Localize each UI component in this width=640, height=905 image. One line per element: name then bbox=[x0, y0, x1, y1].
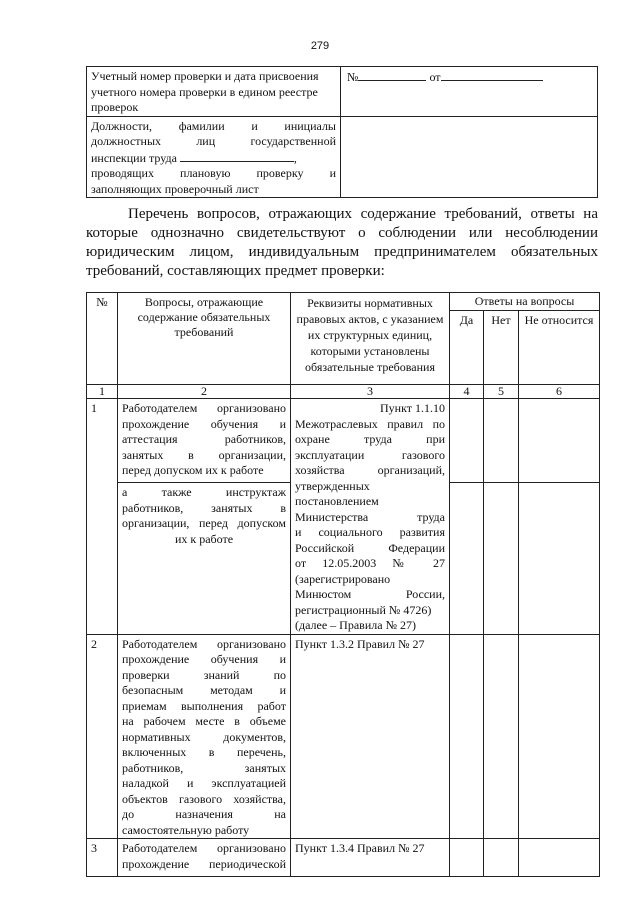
officials-line: должностных лиц государственной bbox=[91, 134, 336, 148]
officials-label-cell bbox=[87, 116, 341, 198]
column-number: 4 bbox=[450, 385, 484, 399]
column-number: 2 bbox=[118, 385, 291, 399]
answer-no-cell[interactable] bbox=[484, 634, 519, 839]
officials-line: инспекции труда bbox=[91, 150, 177, 165]
question-line: на рабочем месте в объеме bbox=[122, 714, 286, 728]
row-number: 3 bbox=[87, 839, 118, 877]
answer-yes-cell[interactable] bbox=[450, 634, 484, 839]
officials-value-cell[interactable] bbox=[341, 116, 598, 198]
requisite-line: утвержденных bbox=[295, 478, 370, 493]
inspection-number-label: Учетный номер проверки и дата присвоения учетного номера проверки в едином реестре проверок bbox=[91, 69, 319, 114]
answer-yes-cell[interactable] bbox=[450, 483, 484, 634]
requisite-line: Министерства труда bbox=[295, 509, 445, 524]
question-line: до назначения на bbox=[122, 807, 286, 821]
question-cell bbox=[118, 483, 291, 634]
requisite-line: хозяйства организаций, bbox=[295, 463, 445, 477]
question-line: нормативных документов, bbox=[122, 729, 286, 744]
question-line: а также инструктаж bbox=[122, 485, 286, 500]
inspection-name-field[interactable] bbox=[180, 150, 294, 162]
header-num: № bbox=[87, 293, 118, 385]
question-line: приемам выполнения работ bbox=[122, 698, 286, 713]
inspection-date-field[interactable] bbox=[441, 69, 543, 81]
question-cell bbox=[118, 839, 291, 877]
number-sign: № bbox=[347, 70, 359, 84]
requisite-line: и социального развития bbox=[295, 525, 445, 539]
question-cell bbox=[118, 634, 291, 839]
header-no: Нет bbox=[484, 311, 519, 385]
comma: , bbox=[293, 150, 297, 165]
requisite-line: Пункт 1.1.10 bbox=[379, 401, 445, 415]
header-answers: Ответы на вопросы bbox=[450, 293, 600, 311]
question-line: работников, занятых bbox=[122, 760, 286, 775]
requisite-line: (далее – Правила № 27) bbox=[295, 618, 417, 632]
answer-no-cell[interactable] bbox=[484, 399, 519, 483]
checklist-table bbox=[86, 292, 600, 877]
question-line: прохождение периодической bbox=[122, 856, 286, 871]
requisite-cell bbox=[291, 634, 450, 839]
answer-na-cell[interactable] bbox=[519, 483, 600, 634]
answer-no-cell[interactable] bbox=[484, 839, 519, 877]
row-number: 1 bbox=[87, 399, 118, 635]
column-number: 3 bbox=[291, 385, 450, 399]
inspection-number-label-cell bbox=[87, 67, 341, 117]
requisite-line: Пункт 1.3.4 Правил № 27 bbox=[295, 841, 425, 855]
officials-line-with-blank bbox=[91, 150, 336, 167]
requisite-line: регистрационный № 4726) bbox=[295, 602, 432, 617]
requisite-line: постановлением bbox=[295, 494, 379, 508]
answer-na-cell[interactable] bbox=[519, 399, 600, 483]
header-yes: Да bbox=[450, 311, 484, 385]
question-line: организации, перед допуском bbox=[122, 516, 286, 531]
requisite-line: эксплуатации газового bbox=[295, 447, 445, 462]
requisite-line: охране труда при bbox=[295, 432, 445, 446]
question-cell bbox=[118, 399, 291, 483]
from-label: от bbox=[429, 70, 441, 84]
answer-no-cell[interactable] bbox=[484, 483, 519, 634]
question-line: работников, занятых в bbox=[122, 500, 286, 515]
question-line: занятых в организации, bbox=[122, 447, 286, 462]
officials-line: заполняющих проверочный лист bbox=[91, 181, 259, 196]
column-number: 5 bbox=[484, 385, 519, 399]
inspection-info-table bbox=[86, 66, 598, 198]
question-line: проверки знаний по bbox=[122, 667, 286, 682]
officials-label bbox=[87, 117, 340, 198]
page-number: 279 bbox=[310, 40, 330, 52]
question-line: Работодателем организовано bbox=[122, 401, 286, 415]
column-number: 6 bbox=[519, 385, 600, 399]
requisite-line: Межотраслевых правил по bbox=[295, 416, 445, 431]
question-line: их к работе bbox=[174, 531, 234, 546]
question-line: объектов газового хозяйства, bbox=[122, 791, 286, 806]
question-line: Работодателем организовано bbox=[122, 841, 286, 855]
inspection-number-value-cell bbox=[341, 67, 598, 117]
question-line: безопасным методам и bbox=[122, 683, 286, 697]
row-number: 2 bbox=[87, 634, 118, 839]
question-line: наладкой и эксплуатацией bbox=[122, 776, 286, 790]
officials-line: Должности, фамилии и инициалы bbox=[91, 118, 336, 133]
header-questions: Вопросы, отражающие содержание обязательных требований bbox=[118, 293, 291, 385]
requisite-line: (зарегистрировано bbox=[295, 571, 391, 586]
answer-na-cell[interactable] bbox=[519, 839, 600, 877]
header-not-applicable: Не относится bbox=[519, 311, 600, 385]
inspection-number-field[interactable] bbox=[358, 69, 426, 81]
requisite-line: от 12.05.2003 № 27 bbox=[295, 556, 445, 570]
intro-text: Перечень вопросов, отражающих содержание требований, ответы на которые однозначно свидетельствуют о соблюдении или несоблюдении юридическим лицом, индивидуальным предпринимателем обязательных требований, составляющих предмет проверки: bbox=[86, 206, 598, 279]
answer-yes-cell[interactable] bbox=[450, 399, 484, 483]
column-number: 1 bbox=[87, 385, 118, 399]
question-line: прохождение обучения и bbox=[122, 652, 286, 666]
intro-paragraph bbox=[86, 205, 598, 281]
requisite-cell bbox=[291, 399, 450, 635]
requisite-cell bbox=[291, 839, 450, 877]
requisite-line: Пункт 1.3.2 Правил № 27 bbox=[295, 636, 425, 651]
requisite-line: Российской Федерации bbox=[295, 540, 445, 555]
question-line: прохождение обучения и bbox=[122, 416, 286, 431]
question-line: аттестация работников, bbox=[122, 432, 286, 446]
officials-line: проводящих плановую проверку и bbox=[91, 166, 336, 180]
header-requisites: Реквизиты нормативных правовых актов, с указанием их структурных единиц, которыми установлены обязательные требования bbox=[291, 293, 450, 385]
question-line: самостоятельную работу bbox=[122, 822, 250, 837]
question-line: включенных в перечень, bbox=[122, 745, 286, 759]
question-line: перед допуском их к работе bbox=[122, 463, 264, 477]
requisite-line: Минюстом России, bbox=[295, 587, 445, 601]
answer-na-cell[interactable] bbox=[519, 634, 600, 839]
question-line: Работодателем организовано bbox=[122, 636, 286, 651]
answer-yes-cell[interactable] bbox=[450, 839, 484, 877]
